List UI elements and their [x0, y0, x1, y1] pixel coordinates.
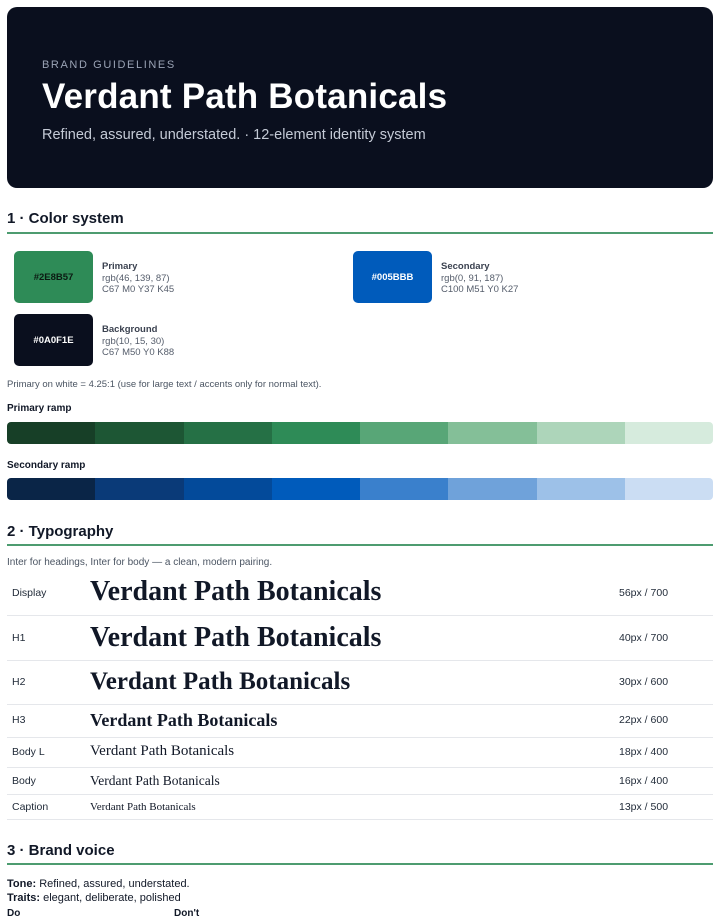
type-row-spec: 22px / 600: [619, 714, 669, 726]
secondary-swatch-hex: #005BBB: [371, 271, 414, 283]
secondary-ramp-step-7: [537, 478, 625, 500]
type-sample: Verdant Path Botanicals: [90, 668, 351, 695]
secondary-swatch-cmyk: C100 M51 Y0 K27: [441, 284, 519, 295]
type-row-spec: 56px / 700: [619, 587, 669, 599]
secondary-swatch-name: Secondary: [441, 261, 490, 272]
section-divider: [7, 544, 713, 546]
header-eyebrow: BRAND GUIDELINES: [42, 59, 176, 71]
traits-label: Traits:: [7, 892, 41, 904]
section-divider: [7, 232, 713, 234]
background-swatch-name: Background: [102, 324, 158, 335]
primary-swatch-cmyk: C67 M0 Y37 K45: [102, 284, 175, 295]
type-row-label: Body L: [12, 746, 45, 758]
color-section-heading: 1 · Color system: [7, 210, 124, 227]
brand-title: Verdant Path Botanicals: [42, 77, 448, 116]
primary-ramp-step-4: [272, 422, 360, 444]
type-row-spec: 30px / 600: [619, 676, 669, 688]
type-row-caption: [7, 795, 713, 820]
typography-intro: Inter for headings, Inter for body — a clean, modern pairing.: [7, 557, 273, 568]
background-swatch-hex: #0A0F1E: [33, 334, 74, 346]
secondary-ramp-step-3: [184, 478, 272, 500]
type-row-display: [7, 572, 713, 616]
type-row-spec: 16px / 400: [619, 775, 669, 787]
type-row-label: H2: [12, 676, 26, 688]
primary-swatch-meta: [102, 261, 174, 296]
primary-ramp-step-5: [360, 422, 448, 444]
brand-subtitle: Refined, assured, understated. · 12-element identity system: [42, 127, 426, 143]
primary-swatch: [14, 251, 93, 303]
secondary-ramp-label: Secondary ramp: [7, 460, 86, 471]
primary-swatch-rgb: rgb(46, 139, 87): [102, 272, 170, 284]
traits-line: [7, 892, 181, 904]
type-sample: Verdant Path Botanicals: [90, 622, 382, 653]
primary-ramp-step-1: [7, 422, 95, 444]
background-swatch: [14, 314, 93, 366]
type-row-label: Body: [12, 775, 36, 787]
secondary-swatch-rgb: rgb(0, 91, 187): [441, 272, 504, 284]
background-swatch-cmyk: C67 M50 Y0 K88: [102, 347, 175, 358]
secondary-ramp-step-2: [95, 478, 183, 500]
secondary-swatch-meta: [441, 261, 518, 296]
brand-header: [7, 7, 713, 188]
type-row-body: [7, 768, 713, 795]
traits-value: elegant, deliberate, polished: [43, 892, 181, 904]
primary-ramp-step-6: [448, 422, 536, 444]
type-row-h2: [7, 661, 713, 705]
type-sample: Verdant Path Botanicals: [90, 743, 235, 759]
primary-ramp-step-8: [625, 422, 713, 444]
secondary-ramp-step-1: [7, 478, 95, 500]
tone-label: Tone:: [7, 878, 37, 890]
secondary-ramp-step-4: [272, 478, 360, 500]
do-heading: Do: [7, 908, 21, 919]
type-sample: Verdant Path Botanicals: [90, 576, 382, 607]
type-row-label: H1: [12, 632, 26, 644]
primary-ramp-step-2: [95, 422, 183, 444]
type-row-label: Display: [12, 587, 47, 599]
typography-section-heading: 2 · Typography: [7, 523, 114, 540]
tone-value: Refined, assured, understated.: [39, 878, 190, 890]
secondary-swatch: [353, 251, 432, 303]
type-row-h3: [7, 705, 713, 738]
section-divider: [7, 863, 713, 865]
type-row-label: H3: [12, 714, 26, 726]
primary-swatch-hex: #2E8B57: [33, 271, 74, 283]
type-row-body-l: [7, 738, 713, 768]
secondary-ramp-step-5: [360, 478, 448, 500]
primary-swatch-name: Primary: [102, 261, 138, 272]
voice-section-heading: 3 · Brand voice: [7, 842, 115, 859]
contrast-note: Primary on white = 4.25:1 (use for large text / accents only for normal text).: [7, 379, 322, 390]
type-row-h1: [7, 616, 713, 661]
type-row-spec: 13px / 500: [619, 801, 669, 813]
background-swatch-rgb: rgb(10, 15, 30): [102, 335, 165, 347]
secondary-ramp-step-8: [625, 478, 713, 500]
background-swatch-meta: [102, 324, 174, 359]
type-sample: Verdant Path Botanicals: [90, 801, 196, 813]
type-row-spec: 40px / 700: [619, 632, 669, 644]
type-row-label: Caption: [12, 801, 49, 813]
primary-ramp-step-3: [184, 422, 272, 444]
type-row-spec: 18px / 400: [619, 746, 669, 758]
secondary-ramp-step-6: [448, 478, 536, 500]
dont-heading: Don't: [174, 908, 200, 919]
tone-line: [7, 878, 190, 890]
primary-ramp-step-7: [537, 422, 625, 444]
type-sample: Verdant Path Botanicals: [90, 710, 278, 730]
secondary-ramp: [7, 478, 713, 500]
primary-ramp: [7, 422, 713, 444]
primary-ramp-label: Primary ramp: [7, 403, 72, 414]
type-sample: Verdant Path Botanicals: [90, 773, 220, 788]
